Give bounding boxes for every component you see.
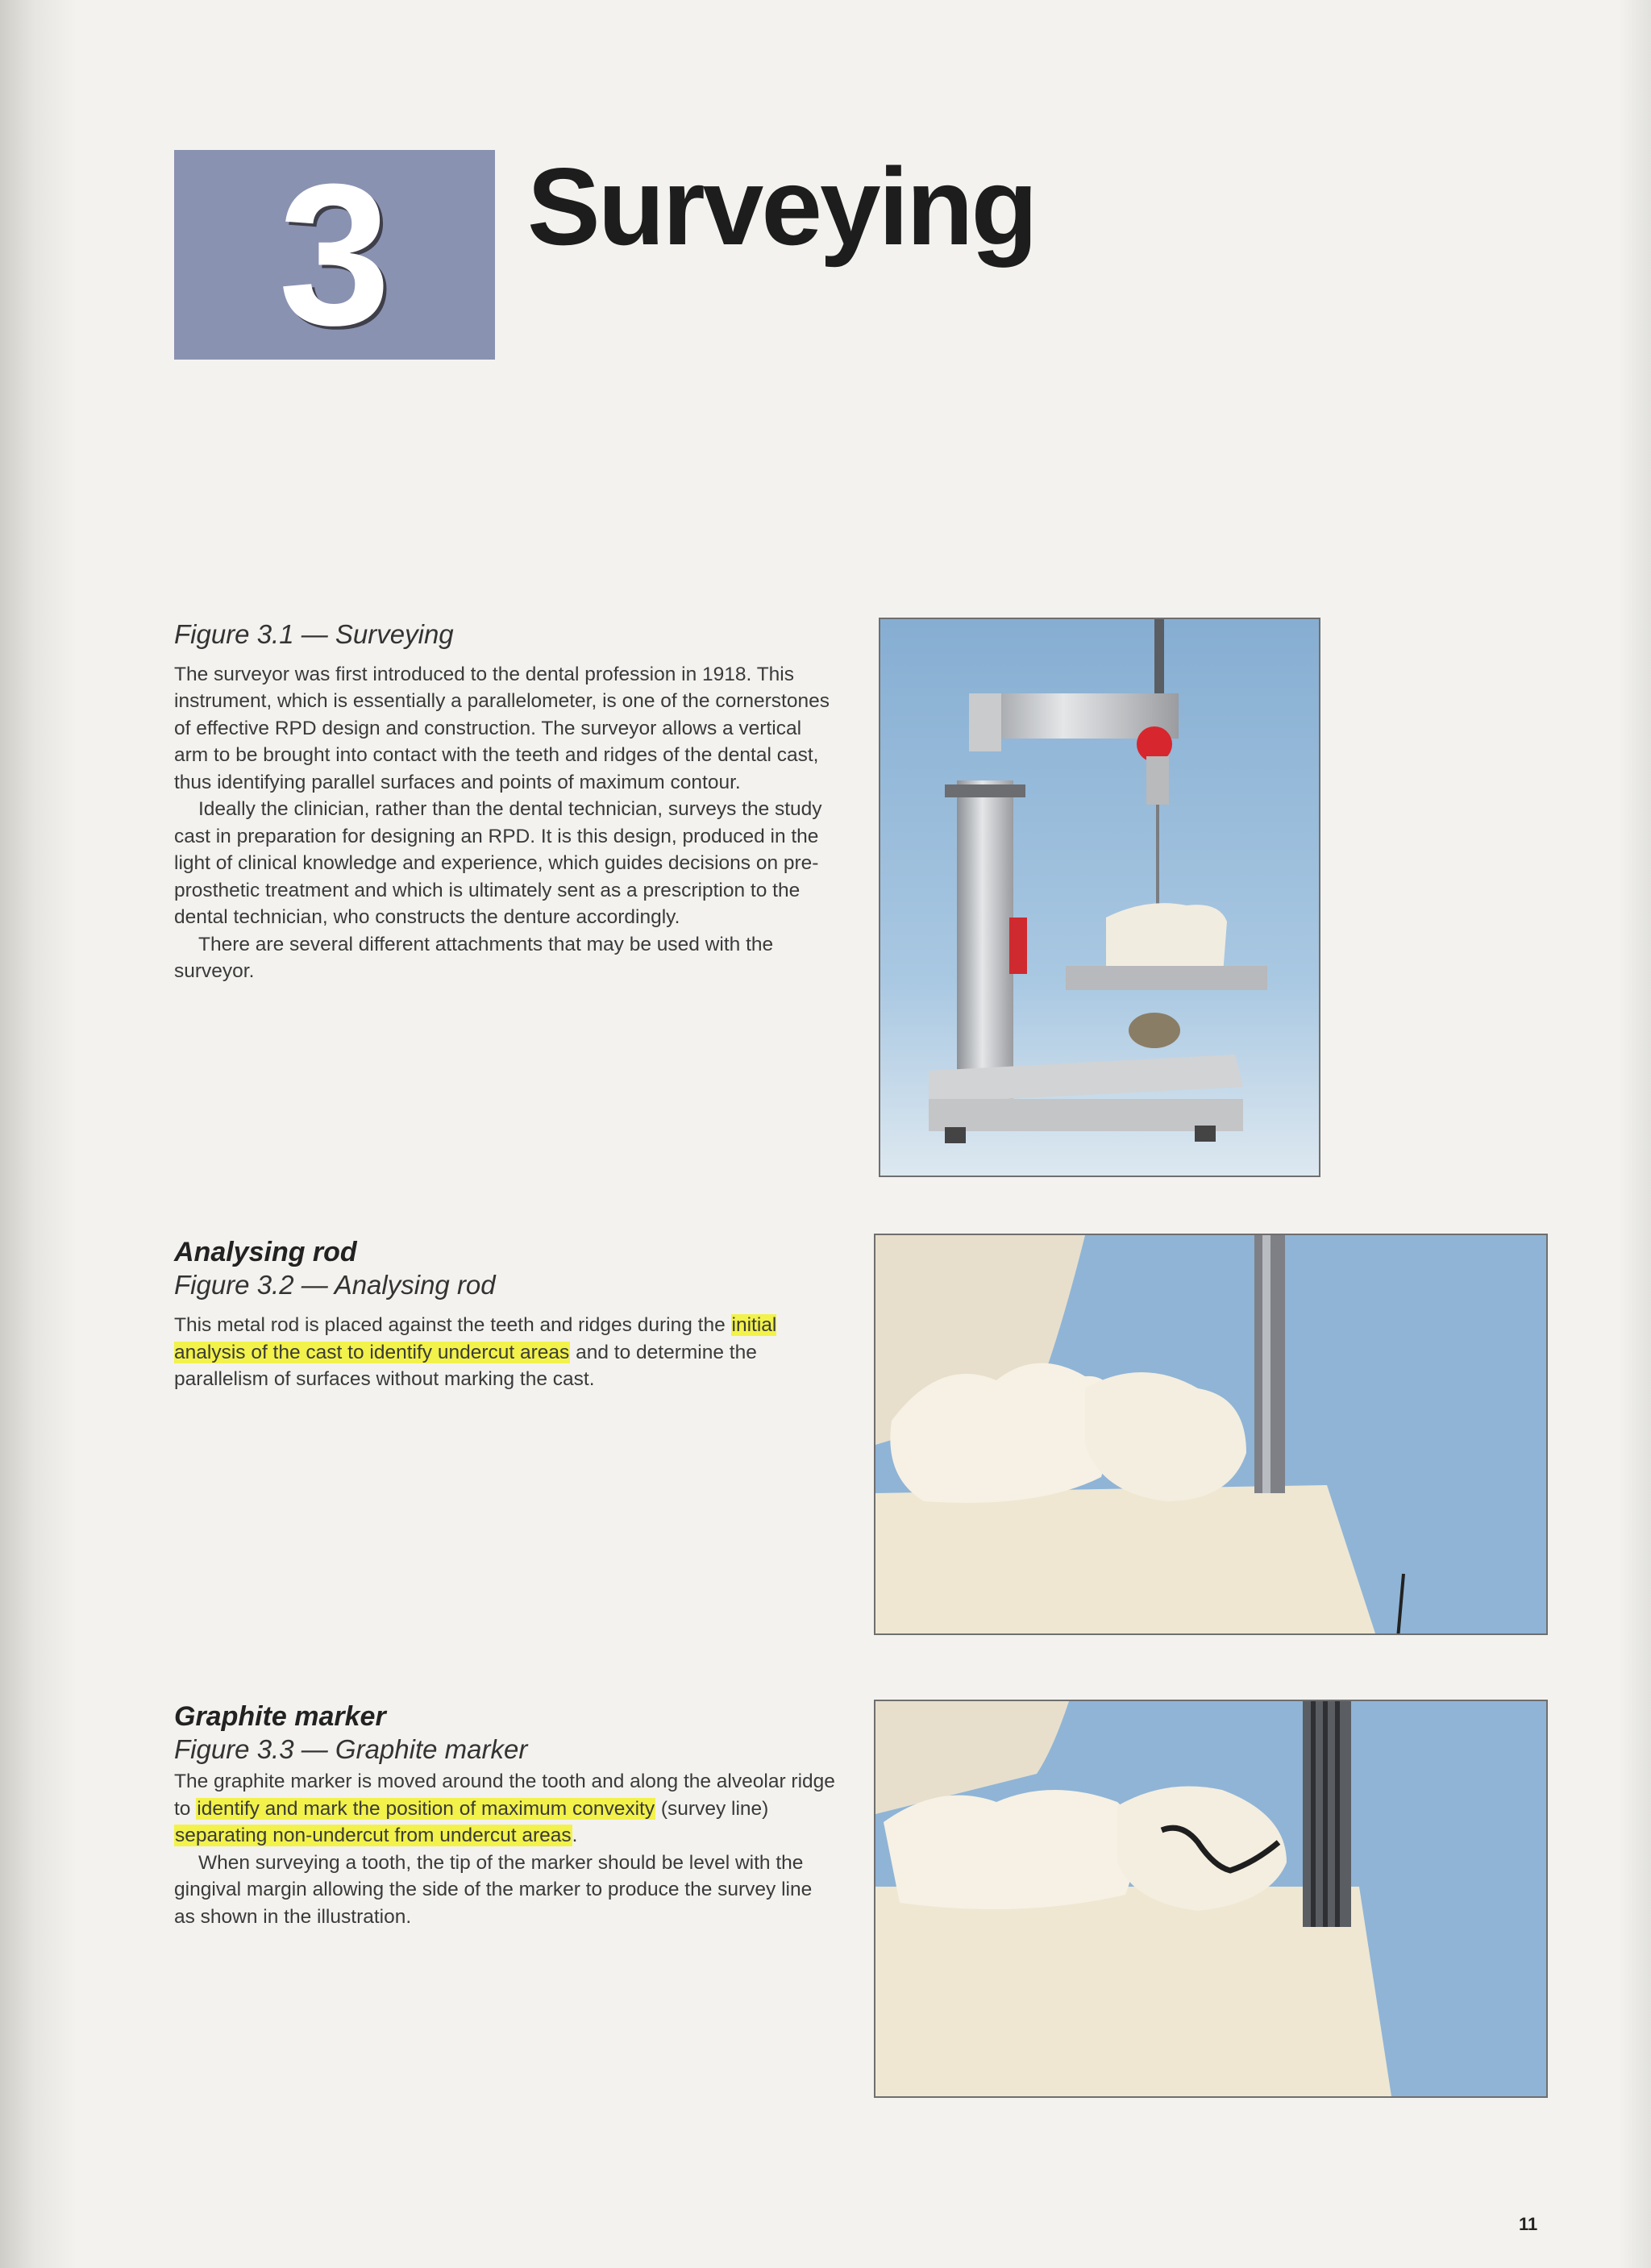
paragraph: There are several different attachments that may be used with the surveyor. [174,933,774,983]
section-body [174,1312,835,1393]
chapter-number: 3 [278,142,391,367]
section-heading: Graphite marker [174,1701,386,1732]
section-body [174,1768,835,1930]
figure-3-3-photo [874,1700,1548,2098]
figure-caption: Figure 3.3 — Graphite marker [174,1734,528,1765]
section-graphite-marker [174,1701,835,1930]
figure-3-2-photo [874,1234,1548,1635]
page-edge [1619,0,1651,2268]
paragraph: The surveyor was first introduced to the dental profession in 1918. This instrument, which is essentially a parallelometer, is one of the cornerstones of effective RPD design and construction. The surveyor allows a vertical arm to be brought into contact with the teeth and ridges of the dental cast, thus identifying parallel surfaces and points of maximum contour. [174,663,830,793]
highlighted-text: identify and mark the position of maximum convexity [197,1797,655,1820]
section-heading: Analysing rod [174,1237,357,1267]
figure-3-1-photo [879,618,1320,1177]
highlighted-text: separating non-undercut from undercut areas [175,1825,572,1847]
section-surveying [174,619,835,985]
surveyor-instrument-image [880,619,1319,1176]
graphite-marker-image [875,1701,1546,2096]
figure-caption: Figure 3.1 — Surveying [174,619,454,649]
page-binding-shadow [0,0,77,2268]
analysing-rod-image [875,1235,1546,1633]
paragraph: The graphite marker is moved around the tooth and along the alveolar ridge to identify and mark the position of maximum convexity (survey line) separating non-undercut from undercut areas. [174,1771,835,1847]
page-number: 11 [1519,2214,1538,2234]
paragraph: Ideally the clinician, rather than the dental technician, surveys the study cast in preparation for designing an RPD. It is this design, produced in the light of clinical knowledge and experience, which guides decisions on pre-prosthetic treatment and which is ultimately sent as a prescription to the dental technician, who constructs the denture accordingly. [174,798,822,929]
paragraph: When surveying a tooth, the tip of the marker should be level with the gingival margin allowing the side of the marker to produce the survey line as shown in the illustration. [174,1851,813,1928]
highlighted-text: initial analysis of the cast to identify undercut areas [174,1314,777,1363]
figure-caption: Figure 3.2 — Analysing rod [174,1270,496,1300]
paragraph: This metal rod is placed against the teeth and ridges during the initial analysis of the cast to identify undercut areas and to determine the parallelism of surfaces without marking the cast. [174,1314,777,1391]
chapter-number-box [174,142,495,367]
chapter-title: Surveying [527,145,1036,268]
section-body [174,661,835,985]
section-analysing-rod [174,1237,835,1393]
